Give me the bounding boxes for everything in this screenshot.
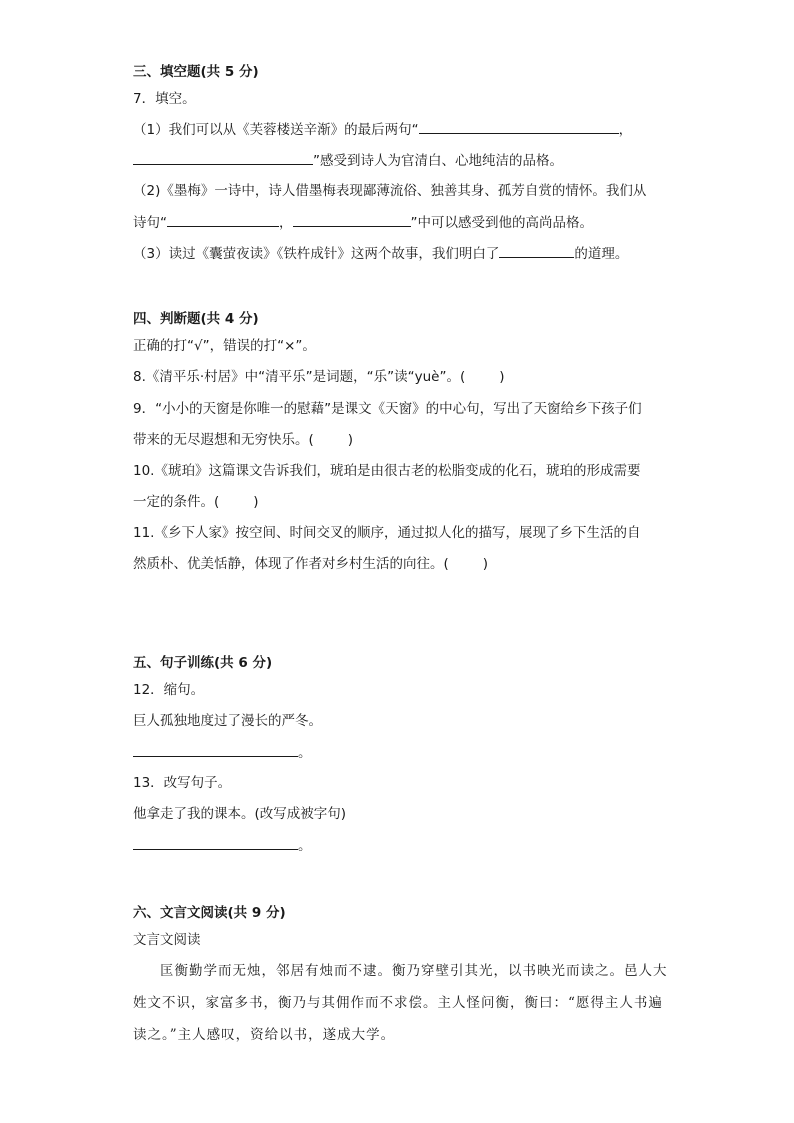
section-4-heading: 四、判断题(共 4 分) [133,311,259,327]
answer-blank-7-2-a[interactable] [167,212,279,227]
question-12-title: 12．缩句。 [133,682,205,698]
answer-blank-7-1-a[interactable] [419,119,619,134]
question-7-2-line-1: （2)《墨梅》一诗中，诗人借墨梅表现鄙薄流俗、独善其身、孤芳自赏的情怀。我们从 [133,183,647,199]
answer-blank-7-2-b[interactable] [293,212,411,227]
question-7-2-text-b: 诗句“ [133,215,167,231]
question-13-title: 13．改写句子。 [133,775,232,791]
question-7-1-text-b: ， [618,122,633,138]
answer-blank-7-3[interactable] [499,243,574,258]
question-7-1-line-1 [133,119,632,140]
question-9-line-2 [133,430,353,450]
answer-blank-13[interactable] [133,835,298,850]
question-11-line-2 [133,554,488,574]
question-7-2-line-2 [133,212,593,233]
question-7-title: 7．填空。 [133,91,196,107]
question-7-3-text-a: （3）读过《囊萤夜读》《铁杵成针》这两个故事，我们明白了 [133,246,500,262]
question-9-text: 带来的无尽遐想和无穷快乐。( [133,432,314,448]
question-7-2-text-c: ， [279,215,293,231]
section-4-instruction: 正确的打“√”，错误的打“×”。 [133,338,316,354]
question-9-close-paren: ) [347,432,354,448]
question-12-period: 。 [298,745,312,761]
question-10-line-1: 10.《琥珀》这篇课文告诉我们，琥珀是由很古老的松脂变成的化石，琥珀的形成需要 [133,463,641,479]
question-8 [133,367,505,387]
question-7-3-text-b: 的道理。 [574,246,629,262]
classical-passage: 匡衡勤学而无烛，邻居有烛而不逮。衡乃穿壁引其光，以书映光而读之。邑人大姓文不识，家富多书，衡乃与其佣作而不求偿。主人怪问衡，衡曰：“愿得主人书遍读之。”主人感叹，资给以书，遂成大学。 [133,963,668,1043]
question-13-sentence: 他拿走了我的课本。(改写成被字句) [133,806,347,822]
answer-blank-12[interactable] [133,742,298,757]
question-9-line-1: 9．“小小的天窗是你唯一的慰藉”是课文《天窗》的中心句，写出了天窗给乡下孩子们 [133,401,642,417]
question-13-answer-line [133,835,312,856]
question-10-text: 一定的条件。( [133,494,220,510]
section-6-heading: 六、文言文阅读(共 9 分) [133,905,286,921]
question-13-period: 。 [298,838,312,854]
question-8-close-paren: ) [499,369,505,385]
section-6-subtitle: 文言文阅读 [133,932,201,948]
question-7-1-text-c: ”感受到诗人为官清白、心地纯洁的品格。 [313,153,563,169]
section-5-heading: 五、句子训练(共 6 分) [133,655,273,671]
section-3-heading: 三、填空题(共 5 分) [133,64,259,80]
question-11-close-paren: ) [482,556,489,572]
answer-blank-7-1-b[interactable] [133,150,313,165]
question-11-text: 然质朴、优美恬静，体现了作者对乡村生活的向往。( [133,556,449,572]
question-10-close-paren: ) [253,494,259,510]
question-12-sentence: 巨人孤独地度过了漫长的严冬。 [133,713,322,729]
question-10-line-2 [133,492,259,512]
question-11-line-1: 11.《乡下人家》按空间、时间交叉的顺序，通过拟人化的描写，展现了乡下生活的自 [133,525,641,541]
question-7-1-line-2 [133,150,563,171]
question-7-3-line [133,243,628,264]
question-7-1-text-a: （1）我们可以从《芙蓉楼送辛渐》的最后两句“ [133,122,419,138]
question-7-2-text-d: ”中可以感受到他的高尚品格。 [410,215,593,231]
question-12-answer-line [133,742,312,763]
question-8-text: 8.《清平乐·村居》中“清平乐”是词题，“乐”读“yuè”。( [133,369,466,385]
